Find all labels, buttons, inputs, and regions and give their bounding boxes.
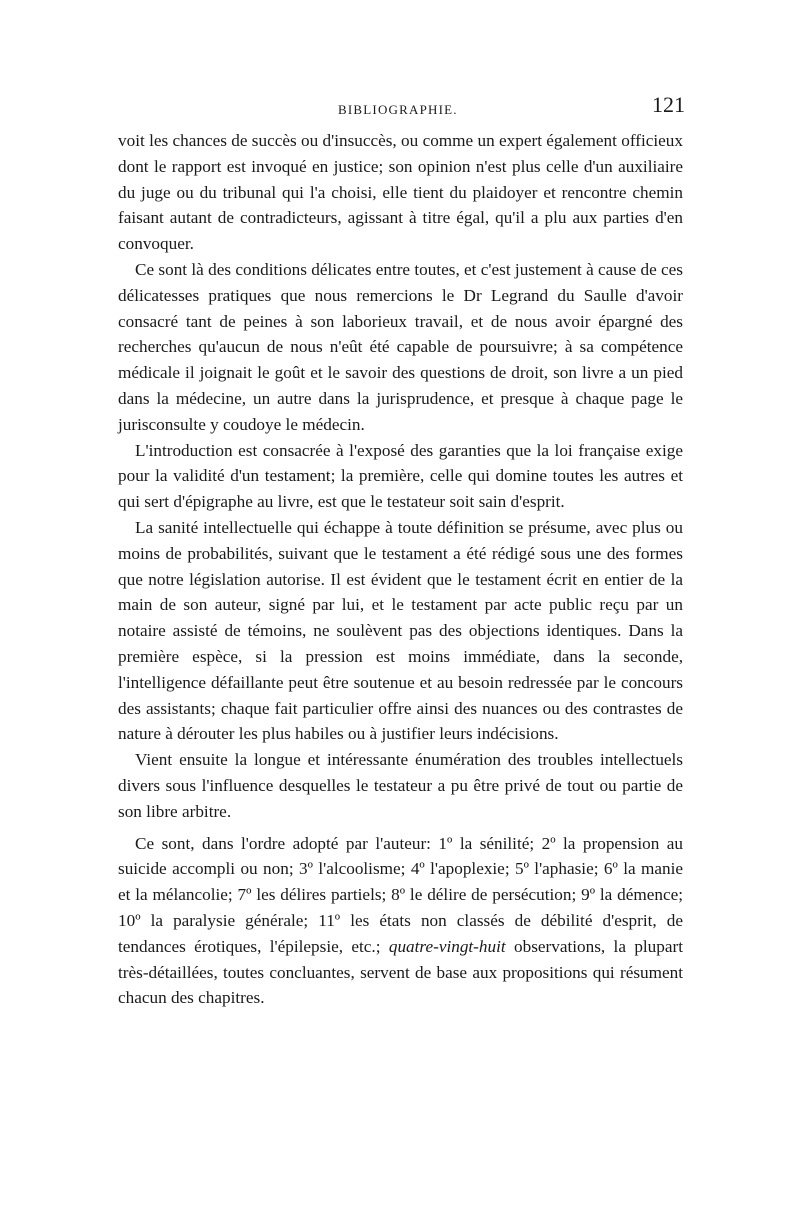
paragraph-3: L'introduction est consacrée à l'exposé des garanties que la loi française exige pour la validité d'un testament; la première, celle qui domine toutes les autres et qui sert d'épigraphe au livre, est que le testateur soit sain d'esprit. (118, 440, 683, 512)
paragraph-6-text-after: observations, la plupart très-détaillées, toutes concluantes, servent de base aux propositions qui résument chacun des chapitres. (118, 936, 683, 1008)
body-text (118, 128, 683, 1011)
paragraph-5: Vient ensuite la longue et intéressante énumération des troubles intellectuels divers sous l'influence desquelles le testateur a pu être privé de tout ou partie de son libre arbitre. (118, 750, 683, 821)
book-page (118, 92, 683, 1011)
paragraph-6-emphasis: quatre-vingt-huit (388, 936, 506, 956)
paragraph-2: Ce sont là des conditions délicates entre toutes, et c'est justement à cause de ces délicatesses pratiques que nous remercions le Dr Legrand du Saulle d'avoir consacré tant de peines à son laborieux travail, et de nous avoir épargné des recherches qu'aucun de nous n'eût été capable de poursuivre; à sa compétence médicale il joignait le goût et le savoir des questions de droit, son livre a un pied dans la médecine, un autre dans la jurisprudence, et presque à chaque page le jurisconsulte y coudoye le médecin. (118, 259, 683, 434)
paragraph-4: La sanité intellectuelle qui échappe à toute définition se présume, avec plus ou moins de probabilités, suivant que le testament a été rédigé sous une des formes que notre législation autorise. Il est évident que le testament écrit en entier de la main de son auteur, signé par lui, et le testament par acte public reçu par un notaire assisté de témoins, ne soulèvent pas des objections identiques. Dans la première espèce, si la pression est moins immédiate, dans la seconde, l'intelligence défaillante peut être soutenue et au besoin redressée par le concours des assistants; chaque fait particulier offre ainsi des nuances ou des contrastes de nature à dérouter les plus habiles ou à justifier leurs indécisions. (118, 517, 683, 744)
paragraph-1: voit les chances de succès ou d'insuccès, ou comme un expert également officieux dont le rapport est invoqué en justice; son opinion n'est plus celle d'un auxiliaire du juge ou du tribunal qui l'a choisi, elle tient du plaidoyer et rencontre chemin faisant autant de contradicteurs, agissant à titre égal, qu'il a plu aux parties d'en convoquer. (118, 131, 683, 254)
paragraph-6-text-before: Ce sont, dans l'ordre adopté par l'auteur: 1º la sénilité; 2º la propension au suicide accompli ou non; 3º l'alcoolisme; 4º l'apoplexie; 5º l'aphasie; 6º la manie et la mélancolie; 7º les délires partiels; 8º le délire de persécution; 9º la démence; 10º la paralysie générale; 11º les états non classés de débilité d'esprit, de tendances érotiques, l'épilepsie, etc.; (118, 833, 683, 956)
running-title: BIBLIOGRAPHIE. (338, 102, 458, 117)
page-header (118, 92, 683, 128)
paragraph-6 (118, 831, 683, 1012)
page-number: 121 (652, 92, 685, 117)
